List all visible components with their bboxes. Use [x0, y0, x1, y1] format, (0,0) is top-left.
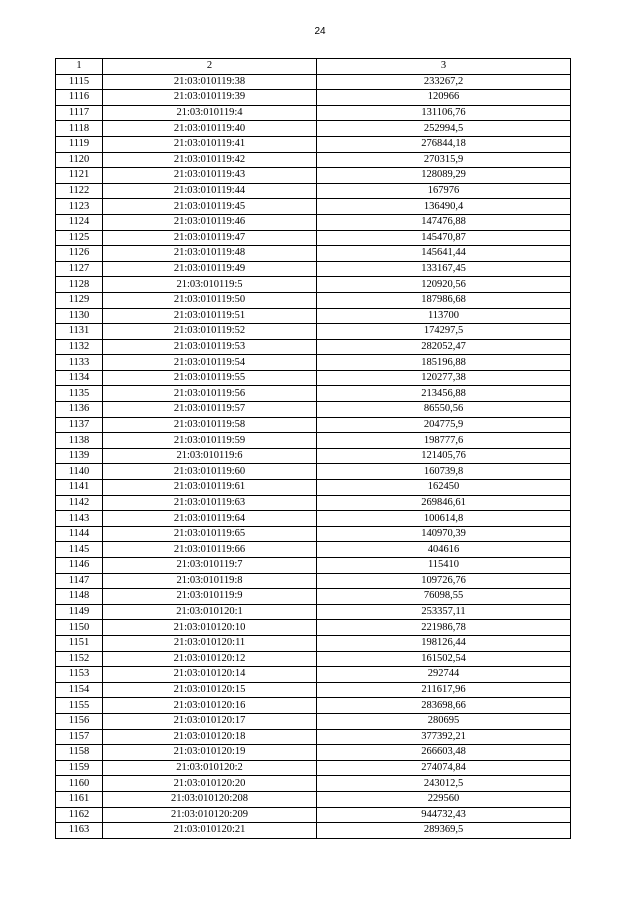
value-cell: 280695 — [317, 713, 571, 729]
table-body — [56, 74, 571, 838]
cadastral-number-cell: 21:03:010120:14 — [103, 667, 317, 683]
cadastral-number-cell: 21:03:010119:47 — [103, 230, 317, 246]
row-number-cell: 1115 — [56, 74, 103, 90]
row-number-cell: 1158 — [56, 745, 103, 761]
row-number-cell: 1137 — [56, 417, 103, 433]
cadastral-number-cell: 21:03:010119:38 — [103, 74, 317, 90]
cadastral-number-cell: 21:03:010120:18 — [103, 729, 317, 745]
row-number-cell: 1119 — [56, 136, 103, 152]
table-row — [56, 464, 571, 480]
table-row — [56, 791, 571, 807]
table-row — [56, 558, 571, 574]
cadastral-number-cell: 21:03:010119:58 — [103, 417, 317, 433]
table-row — [56, 495, 571, 511]
row-number-cell: 1133 — [56, 355, 103, 371]
table-row — [56, 745, 571, 761]
value-cell: 233267,2 — [317, 74, 571, 90]
cadastral-number-cell: 21:03:010120:12 — [103, 651, 317, 667]
row-number-cell: 1157 — [56, 729, 103, 745]
header-row — [56, 59, 571, 75]
table-row — [56, 230, 571, 246]
table-row — [56, 152, 571, 168]
cadastral-number-cell: 21:03:010119:42 — [103, 152, 317, 168]
cadastral-number-cell: 21:03:010119:4 — [103, 105, 317, 121]
table-row — [56, 620, 571, 636]
row-number-cell: 1163 — [56, 823, 103, 839]
cadastral-number-cell: 21:03:010119:55 — [103, 370, 317, 386]
cadastral-number-cell: 21:03:010119:57 — [103, 402, 317, 418]
row-number-cell: 1116 — [56, 90, 103, 106]
value-cell: 128089,29 — [317, 168, 571, 184]
value-cell: 140970,39 — [317, 526, 571, 542]
column-header-1: 1 — [56, 59, 103, 75]
table-row — [56, 713, 571, 729]
cadastral-number-cell: 21:03:010119:56 — [103, 386, 317, 402]
row-number-cell: 1134 — [56, 370, 103, 386]
value-cell: 167976 — [317, 183, 571, 199]
row-number-cell: 1118 — [56, 121, 103, 137]
value-cell: 120920,56 — [317, 277, 571, 293]
cadastral-number-cell: 21:03:010120:17 — [103, 713, 317, 729]
row-number-cell: 1123 — [56, 199, 103, 215]
value-cell: 120966 — [317, 90, 571, 106]
value-cell: 113700 — [317, 308, 571, 324]
table-row — [56, 807, 571, 823]
table-row — [56, 277, 571, 293]
cadastral-value-table — [55, 58, 571, 839]
cadastral-number-cell: 21:03:010120:2 — [103, 760, 317, 776]
row-number-cell: 1138 — [56, 433, 103, 449]
cadastral-number-cell: 21:03:010119:8 — [103, 573, 317, 589]
value-cell: 377392,21 — [317, 729, 571, 745]
value-cell: 252994,5 — [317, 121, 571, 137]
row-number-cell: 1162 — [56, 807, 103, 823]
value-cell: 109726,76 — [317, 573, 571, 589]
row-number-cell: 1151 — [56, 635, 103, 651]
table-row — [56, 698, 571, 714]
value-cell: 174297,5 — [317, 324, 571, 340]
row-number-cell: 1132 — [56, 339, 103, 355]
table-row — [56, 292, 571, 308]
column-header-2: 2 — [103, 59, 317, 75]
table-row — [56, 261, 571, 277]
value-cell: 198777,6 — [317, 433, 571, 449]
table-row — [56, 542, 571, 558]
value-cell: 213456,88 — [317, 386, 571, 402]
cadastral-number-cell: 21:03:010119:51 — [103, 308, 317, 324]
cadastral-number-cell: 21:03:010119:48 — [103, 246, 317, 262]
table-row — [56, 308, 571, 324]
value-cell: 204775,9 — [317, 417, 571, 433]
value-cell: 145641,44 — [317, 246, 571, 262]
table-row — [56, 667, 571, 683]
cadastral-number-cell: 21:03:010120:21 — [103, 823, 317, 839]
value-cell: 270315,9 — [317, 152, 571, 168]
table-row — [56, 183, 571, 199]
table-row — [56, 526, 571, 542]
row-number-cell: 1145 — [56, 542, 103, 558]
value-cell: 160739,8 — [317, 464, 571, 480]
row-number-cell: 1160 — [56, 776, 103, 792]
value-cell: 115410 — [317, 558, 571, 574]
cadastral-number-cell: 21:03:010119:60 — [103, 464, 317, 480]
value-cell: 133167,45 — [317, 261, 571, 277]
table-row — [56, 355, 571, 371]
row-number-cell: 1117 — [56, 105, 103, 121]
table-row — [56, 433, 571, 449]
cadastral-number-cell: 21:03:010120:16 — [103, 698, 317, 714]
value-cell: 147476,88 — [317, 214, 571, 230]
table-row — [56, 386, 571, 402]
value-cell: 266603,48 — [317, 745, 571, 761]
value-cell: 131106,76 — [317, 105, 571, 121]
cadastral-number-cell: 21:03:010119:46 — [103, 214, 317, 230]
value-cell: 243012,5 — [317, 776, 571, 792]
row-number-cell: 1142 — [56, 495, 103, 511]
row-number-cell: 1149 — [56, 604, 103, 620]
table-row — [56, 324, 571, 340]
table-header — [56, 59, 571, 75]
row-number-cell: 1148 — [56, 589, 103, 605]
row-number-cell: 1150 — [56, 620, 103, 636]
table-row — [56, 417, 571, 433]
row-number-cell: 1131 — [56, 324, 103, 340]
cadastral-number-cell: 21:03:010119:63 — [103, 495, 317, 511]
table-row — [56, 448, 571, 464]
value-cell: 100614,8 — [317, 511, 571, 527]
cadastral-number-cell: 21:03:010120:208 — [103, 791, 317, 807]
cadastral-number-cell: 21:03:010119:53 — [103, 339, 317, 355]
value-cell: 282052,47 — [317, 339, 571, 355]
value-cell: 404616 — [317, 542, 571, 558]
row-number-cell: 1126 — [56, 246, 103, 262]
value-cell: 289369,5 — [317, 823, 571, 839]
cadastral-number-cell: 21:03:010119:44 — [103, 183, 317, 199]
table-row — [56, 589, 571, 605]
value-cell: 162450 — [317, 480, 571, 496]
value-cell: 76098,55 — [317, 589, 571, 605]
row-number-cell: 1153 — [56, 667, 103, 683]
value-cell: 161502,54 — [317, 651, 571, 667]
column-header-3: 3 — [317, 59, 571, 75]
row-number-cell: 1135 — [56, 386, 103, 402]
cadastral-number-cell: 21:03:010119:39 — [103, 90, 317, 106]
row-number-cell: 1122 — [56, 183, 103, 199]
table-row — [56, 370, 571, 386]
value-cell: 211617,96 — [317, 682, 571, 698]
row-number-cell: 1159 — [56, 760, 103, 776]
table-row — [56, 246, 571, 262]
cadastral-number-cell: 21:03:010119:65 — [103, 526, 317, 542]
table-row — [56, 635, 571, 651]
table-row — [56, 136, 571, 152]
page-number: 24 — [314, 26, 326, 37]
value-cell: 276844,18 — [317, 136, 571, 152]
cadastral-number-cell: 21:03:010119:50 — [103, 292, 317, 308]
cadastral-number-cell: 21:03:010119:43 — [103, 168, 317, 184]
value-cell: 944732,43 — [317, 807, 571, 823]
value-cell: 253357,11 — [317, 604, 571, 620]
value-cell: 292744 — [317, 667, 571, 683]
row-number-cell: 1124 — [56, 214, 103, 230]
row-number-cell: 1120 — [56, 152, 103, 168]
row-number-cell: 1127 — [56, 261, 103, 277]
table-row — [56, 682, 571, 698]
row-number-cell: 1147 — [56, 573, 103, 589]
cadastral-number-cell: 21:03:010119:9 — [103, 589, 317, 605]
row-number-cell: 1129 — [56, 292, 103, 308]
value-cell: 283698,66 — [317, 698, 571, 714]
table-row — [56, 339, 571, 355]
cadastral-number-cell: 21:03:010119:59 — [103, 433, 317, 449]
table-row — [56, 90, 571, 106]
value-cell: 136490,4 — [317, 199, 571, 215]
cadastral-number-cell: 21:03:010119:6 — [103, 448, 317, 464]
cadastral-number-cell: 21:03:010120:20 — [103, 776, 317, 792]
table-row — [56, 511, 571, 527]
row-number-cell: 1141 — [56, 480, 103, 496]
table-row — [56, 604, 571, 620]
table-row — [56, 105, 571, 121]
table-row — [56, 776, 571, 792]
cadastral-number-cell: 21:03:010119:52 — [103, 324, 317, 340]
cadastral-number-cell: 21:03:010119:54 — [103, 355, 317, 371]
row-number-cell: 1125 — [56, 230, 103, 246]
value-cell: 269846,61 — [317, 495, 571, 511]
value-cell: 145470,87 — [317, 230, 571, 246]
value-cell: 274074,84 — [317, 760, 571, 776]
table-row — [56, 214, 571, 230]
cadastral-number-cell: 21:03:010119:41 — [103, 136, 317, 152]
cadastral-number-cell: 21:03:010119:5 — [103, 277, 317, 293]
row-number-cell: 1136 — [56, 402, 103, 418]
cadastral-number-cell: 21:03:010120:11 — [103, 635, 317, 651]
value-cell: 221986,78 — [317, 620, 571, 636]
row-number-cell: 1143 — [56, 511, 103, 527]
cadastral-number-cell: 21:03:010119:7 — [103, 558, 317, 574]
table-row — [56, 199, 571, 215]
cadastral-number-cell: 21:03:010119:49 — [103, 261, 317, 277]
cadastral-number-cell: 21:03:010120:19 — [103, 745, 317, 761]
row-number-cell: 1152 — [56, 651, 103, 667]
row-number-cell: 1144 — [56, 526, 103, 542]
row-number-cell: 1130 — [56, 308, 103, 324]
value-cell: 120277,38 — [317, 370, 571, 386]
table-row — [56, 480, 571, 496]
value-cell: 229560 — [317, 791, 571, 807]
table-row — [56, 729, 571, 745]
row-number-cell: 1139 — [56, 448, 103, 464]
cadastral-number-cell: 21:03:010119:40 — [103, 121, 317, 137]
value-cell: 187986,68 — [317, 292, 571, 308]
cadastral-number-cell: 21:03:010119:66 — [103, 542, 317, 558]
cadastral-number-cell: 21:03:010119:61 — [103, 480, 317, 496]
table-row — [56, 74, 571, 90]
cadastral-number-cell: 21:03:010119:64 — [103, 511, 317, 527]
row-number-cell: 1154 — [56, 682, 103, 698]
value-cell: 121405,76 — [317, 448, 571, 464]
cadastral-number-cell: 21:03:010120:209 — [103, 807, 317, 823]
row-number-cell: 1140 — [56, 464, 103, 480]
table-row — [56, 573, 571, 589]
row-number-cell: 1161 — [56, 791, 103, 807]
cadastral-number-cell: 21:03:010120:10 — [103, 620, 317, 636]
row-number-cell: 1156 — [56, 713, 103, 729]
table-row — [56, 121, 571, 137]
table-row — [56, 402, 571, 418]
cadastral-number-cell: 21:03:010120:1 — [103, 604, 317, 620]
table-row — [56, 168, 571, 184]
value-cell: 185196,88 — [317, 355, 571, 371]
value-cell: 86550,56 — [317, 402, 571, 418]
table-row — [56, 823, 571, 839]
row-number-cell: 1146 — [56, 558, 103, 574]
row-number-cell: 1155 — [56, 698, 103, 714]
cadastral-number-cell: 21:03:010119:45 — [103, 199, 317, 215]
value-cell: 198126,44 — [317, 635, 571, 651]
table-row — [56, 760, 571, 776]
row-number-cell: 1128 — [56, 277, 103, 293]
cadastral-number-cell: 21:03:010120:15 — [103, 682, 317, 698]
row-number-cell: 1121 — [56, 168, 103, 184]
table-row — [56, 651, 571, 667]
